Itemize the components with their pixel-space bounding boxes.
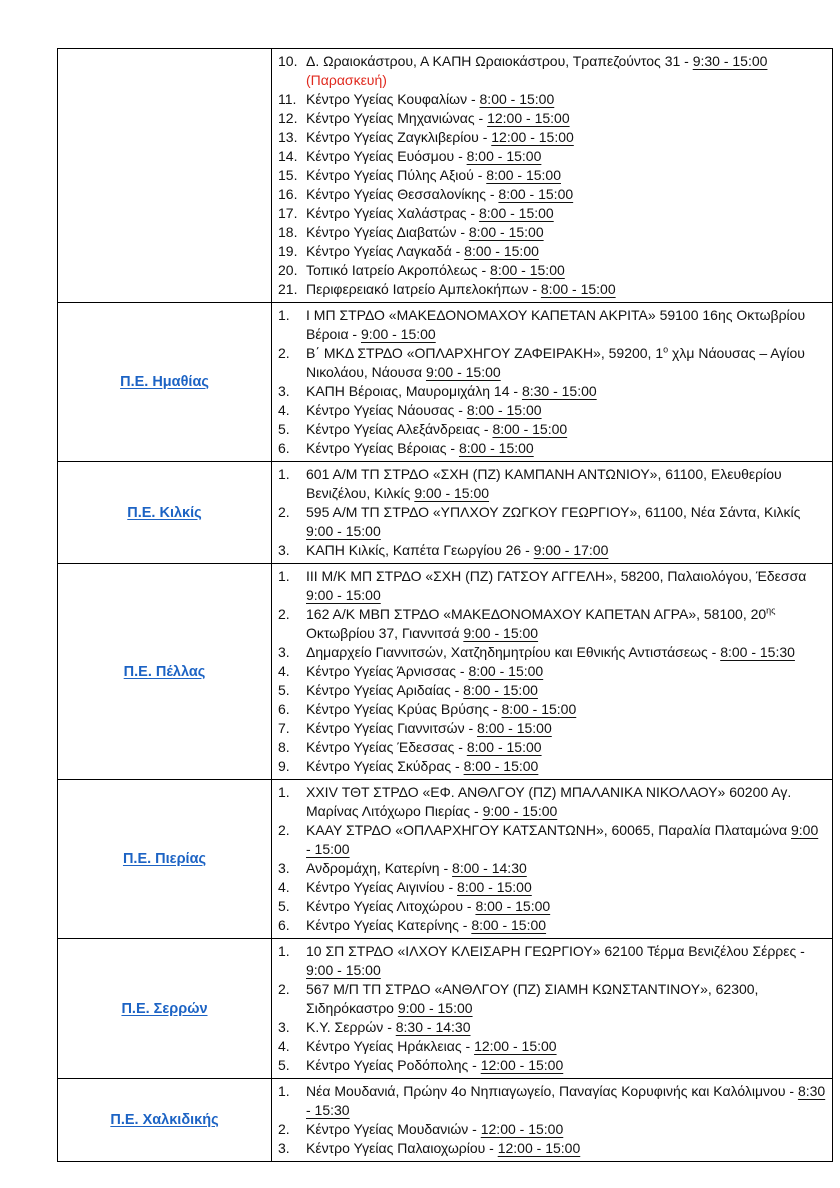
item-number: 1. <box>278 943 290 959</box>
location-list-cell <box>272 1079 833 1162</box>
list-item <box>276 204 826 223</box>
location-text: Κέντρο Υγείας Αλεξάνδρειας - <box>306 421 493 437</box>
list-item <box>276 605 826 643</box>
item-number: 3. <box>278 542 290 558</box>
item-number: 3. <box>278 1140 290 1156</box>
table-row <box>58 939 833 1079</box>
item-number: 2. <box>278 1121 290 1137</box>
item-text <box>306 878 826 897</box>
item-text <box>306 401 826 420</box>
location-text: Κέντρο Υγείας Πύλης Αξιού - <box>306 167 487 183</box>
location-list-cell <box>272 49 833 303</box>
item-text <box>306 280 826 299</box>
location-text: χλμ Νάουσας – Αγίου Νικολάου, Νάουσα <box>306 345 805 380</box>
table-row <box>58 49 833 303</box>
location-text: Κέντρο Υγείας Χαλάστρας - <box>306 205 479 221</box>
list-item <box>276 980 826 1018</box>
item-number: 9. <box>278 758 290 774</box>
location-text: 567 Μ/Π ΤΠ ΣΤΡΔΟ «ΑΝΘΛΓΟΥ (ΠΖ) ΣΙΑΜΗ ΚΩΝΣΤΑΝΤΙΝΟΥ», 62300, Σιδηρόκαστρο <box>306 981 759 1016</box>
location-text: Κέντρο Υγείας Άρνισσας - <box>306 663 469 679</box>
list-item <box>276 821 826 859</box>
item-text <box>306 1037 826 1056</box>
table-row <box>58 780 833 939</box>
region-link[interactable]: Π.Ε. Ημαθίας <box>120 374 209 390</box>
opening-hours: 9:00 - 15:00 <box>306 587 381 603</box>
item-number: 2. <box>278 606 290 622</box>
item-text <box>306 109 826 128</box>
item-text <box>306 859 826 878</box>
opening-hours: 9:00 - 15:00 <box>463 625 539 641</box>
list-item <box>276 166 826 185</box>
item-number: 4. <box>278 663 290 679</box>
location-text: Β΄ ΜΚΔ ΣΤΡΔΟ «ΟΠΛΑΡΧΗΓΟΥ ΖΑΦΕΙΡΑΚΗ», 59200, 1 <box>306 345 664 361</box>
list-item <box>276 109 826 128</box>
item-text <box>306 897 826 916</box>
item-number: 1. <box>278 1083 290 1099</box>
location-list-cell <box>272 303 833 462</box>
opening-hours: 8:00 - 15:00 <box>478 205 554 221</box>
list-item <box>276 382 826 401</box>
opening-hours: 8:00 - 15:00 <box>468 224 544 240</box>
location-text: ΙΙΙ Μ/Κ ΜΠ ΣΤΡΔΟ «ΣΧΗ (ΠΖ) ΓΑΤΣΟΥ ΑΓΓΕΛΗ», 58200, Παλαιολόγου, Έδεσσα <box>306 568 807 584</box>
region-label-cell <box>58 780 272 939</box>
opening-hours: 8:00 - 15:00 <box>477 720 552 736</box>
region-link[interactable]: Π.Ε. Χαλκιδικής <box>110 1112 219 1128</box>
item-number: 13. <box>278 129 298 145</box>
opening-hours: 9:00 - 15:00 <box>482 803 558 819</box>
item-number: 21. <box>278 281 298 297</box>
item-text <box>306 204 826 223</box>
opening-hours: 9:00 - 15:00 <box>397 1000 473 1016</box>
item-text <box>306 52 826 90</box>
item-number: 3. <box>278 1019 290 1035</box>
location-text: Κέντρο Υγείας Λαγκαδά - <box>306 243 465 259</box>
list-item <box>276 90 826 109</box>
opening-hours: 9:00 - 15:00 <box>306 822 819 857</box>
item-text <box>306 719 826 738</box>
opening-hours: 9:00 - 15:00 <box>306 962 381 978</box>
opening-hours: 8:00 - 15:00 <box>463 758 539 774</box>
list-item <box>276 242 826 261</box>
location-text: Κέντρο Υγείας Γιαννιτσών - <box>306 720 478 736</box>
list-item <box>276 897 826 916</box>
item-number: 5. <box>278 898 290 914</box>
item-text <box>306 223 826 242</box>
location-text: XXIV ΤΘΤ ΣΤΡΔΟ «ΕΦ. ΑΝΘΛΓΟΥ (ΠΖ) ΜΠΑΛΑΝΙΚΑ ΝΙΚΟΛΑΟΥ» 60200 Αγ. Μαρίνας Λιτόχωρο Πιερίας - <box>306 784 792 819</box>
document-table <box>57 48 833 1162</box>
location-text: Οκτωβρίου 37, Γιαννιτσά <box>306 625 464 641</box>
list-item <box>276 783 826 821</box>
location-text: 595 Α/Μ ΤΠ ΣΤΡΔΟ «ΥΠΛΧΟΥ ΖΩΓΚΟΥ ΓΕΩΡΓΙΟΥ», 61100, Νέα Σάντα, Κιλκίς <box>306 504 801 520</box>
item-number: 5. <box>278 682 290 698</box>
item-number: 16. <box>278 186 298 202</box>
location-text: Ι ΜΠ ΣΤΡΔΟ «ΜΑΚΕΔΟΝΟΜΑΧΟΥ ΚΑΠΕΤΑΝ ΑΚΡΙΤΑ» 59100 16ης Οκτωβρίου Βέροια - <box>306 307 806 342</box>
region-link[interactable]: Π.Ε. Σερρών <box>121 1000 208 1017</box>
location-text: ης <box>766 605 776 616</box>
opening-hours: 8:00 - 15:00 <box>464 243 539 259</box>
item-number: 7. <box>278 720 290 736</box>
list-item <box>276 185 826 204</box>
item-text <box>306 783 826 821</box>
item-number: 8. <box>278 739 290 755</box>
opening-hours: 8:30 - 15:30 <box>306 1083 826 1118</box>
item-text <box>306 757 826 776</box>
item-number: 5. <box>278 421 290 437</box>
opening-hours: 8:00 - 15:00 <box>466 402 542 418</box>
table-row <box>58 1079 833 1162</box>
list-item <box>276 643 826 662</box>
location-text: 10 ΣΠ ΣΤΡΔΟ «ΙΛΧΟΥ ΚΛΕΙΣΑΡΗ ΓΕΩΡΓΙΟΥ» 62100 Τέρμα Βενιζέλου Σέρρες - <box>306 943 805 959</box>
item-number: 19. <box>278 243 298 259</box>
location-text: Κέντρο Υγείας Βέροιας - <box>306 440 459 456</box>
location-text: ΚΑΠΗ Κιλκίς, Καπέτα Γεωργίου 26 - <box>306 542 534 558</box>
item-number: 6. <box>278 701 290 717</box>
list-item <box>276 1018 826 1037</box>
opening-hours: 12:00 - 15:00 <box>480 1057 564 1073</box>
list-item <box>276 662 826 681</box>
location-text: Κέντρο Υγείας Ροδόπολης - <box>306 1057 481 1073</box>
opening-hours: 8:00 - 15:00 <box>466 739 542 755</box>
opening-hours: 8:00 - 15:00 <box>468 663 544 679</box>
list-item <box>276 942 826 980</box>
item-number: 2. <box>278 981 290 997</box>
list-item <box>276 465 826 503</box>
opening-hours: 8:00 - 15:00 <box>479 91 555 107</box>
item-text <box>306 465 826 503</box>
opening-hours: 12:00 - 15:00 <box>497 1140 581 1156</box>
opening-hours: 9:00 - 15:00 <box>414 485 490 501</box>
item-number: 2. <box>278 504 290 520</box>
item-number: 6. <box>278 440 290 456</box>
list-item <box>276 223 826 242</box>
list-item <box>276 344 826 382</box>
list-item <box>276 719 826 738</box>
list-item <box>276 567 826 605</box>
item-text <box>306 643 826 662</box>
item-text <box>306 344 826 382</box>
opening-hours: 8:00 - 14:30 <box>452 860 527 876</box>
table-row <box>58 564 833 780</box>
opening-hours: 8:00 - 15:00 <box>501 701 577 717</box>
item-number: 15. <box>278 167 298 183</box>
list-item <box>276 439 826 458</box>
location-text: Κέντρο Υγείας Ηράκλειας - <box>306 1038 475 1054</box>
item-text <box>306 128 826 147</box>
item-text <box>306 1139 826 1158</box>
item-number: 1. <box>278 307 290 323</box>
opening-hours: 12:00 - 15:00 <box>480 1121 564 1137</box>
opening-hours: 9:00 - 17:00 <box>533 542 609 558</box>
location-text: Νέα Μουδανιά, Πρώην 4ο Νηπιαγωγείο, Παναγίας Κορυφινής και Καλόλιμνου - <box>306 1083 798 1099</box>
list-item <box>276 503 826 541</box>
item-number: 18. <box>278 224 298 240</box>
item-text <box>306 90 826 109</box>
opening-hours: 8:00 - 15:30 <box>720 644 795 660</box>
location-text: Κέντρο Υγείας Κρύας Βρύσης - <box>306 701 502 717</box>
list-item <box>276 859 826 878</box>
list-item <box>276 757 826 776</box>
item-number: 4. <box>278 1038 290 1054</box>
opening-hours: 8:30 - 15:00 <box>521 383 597 399</box>
opening-hours: 8:00 - 15:00 <box>457 879 532 895</box>
location-text: Δ. Ωραιοκάστρου, Α ΚΑΠΗ Ωραιοκάστρου, Τραπεζούντος 31 - <box>306 53 693 69</box>
opening-hours: 9:00 - 15:00 <box>360 326 436 342</box>
opening-hours: 8:00 - 15:00 <box>458 440 534 456</box>
item-text <box>306 1018 826 1037</box>
item-number: 5. <box>278 1057 290 1073</box>
opening-hours: 9:00 - 15:00 <box>306 523 381 539</box>
location-text: ΚΑΠΗ Βέροιας, Μαυρομιχάλη 14 - <box>306 383 522 399</box>
item-number: 20. <box>278 262 298 278</box>
list-item <box>276 1120 826 1139</box>
location-text: Κέντρο Υγείας Ζαγκλιβερίου - <box>306 129 492 145</box>
item-text <box>306 916 826 935</box>
opening-hours: 12:00 - 15:00 <box>474 1038 557 1054</box>
opening-hours: 8:00 - 15:00 <box>540 281 616 297</box>
list-item <box>276 52 826 90</box>
friday-note: (Παρασκευή) <box>306 72 387 88</box>
opening-hours: 9:30 - 15:00 <box>692 53 768 69</box>
region-link[interactable]: Π.Ε. Πιερίας <box>122 851 207 867</box>
region-label-cell <box>58 49 272 303</box>
item-text <box>306 1120 826 1139</box>
location-text: Κέντρο Υγείας Μηχανιώνας - <box>306 110 488 126</box>
item-text <box>306 738 826 757</box>
opening-hours: 9:00 - 15:00 <box>425 364 501 380</box>
location-text: Ανδρομάχη, Κατερίνη - <box>306 860 453 876</box>
item-text <box>306 242 826 261</box>
item-text <box>306 1056 826 1075</box>
location-text: Κέντρο Υγείας Κουφαλίων - <box>306 91 480 107</box>
table-row <box>58 303 833 462</box>
item-number: 17. <box>278 205 298 221</box>
item-text <box>306 185 826 204</box>
item-text <box>306 439 826 458</box>
location-text: Τοπικό Ιατρείο Ακροπόλεως - <box>306 262 491 278</box>
item-number: 1. <box>278 466 290 482</box>
item-number: 4. <box>278 879 290 895</box>
item-number: 3. <box>278 860 290 876</box>
region-label-cell <box>58 462 272 564</box>
location-text: Κέντρο Υγείας Αριδαίας - <box>306 682 464 698</box>
item-text <box>306 942 826 980</box>
item-number: 3. <box>278 383 290 399</box>
opening-hours: 12:00 - 15:00 <box>491 129 574 145</box>
item-text <box>306 382 826 401</box>
location-text: Κέντρο Υγείας Μουδανιών - <box>306 1121 481 1137</box>
list-item <box>276 700 826 719</box>
list-item <box>276 261 826 280</box>
region-link[interactable]: Π.Ε. Πέλλας <box>123 663 206 680</box>
item-text <box>306 821 826 859</box>
list-item <box>276 128 826 147</box>
location-list-cell <box>272 780 833 939</box>
opening-hours: 8:00 - 15:00 <box>486 167 561 183</box>
location-text: Κέντρο Υγείας Διαβατών - <box>306 224 469 240</box>
item-text <box>306 147 826 166</box>
item-number: 1. <box>278 784 290 800</box>
item-number: 12. <box>278 110 298 126</box>
list-item <box>276 280 826 299</box>
opening-hours: 8:30 - 14:30 <box>395 1019 471 1035</box>
region-label-cell <box>58 564 272 780</box>
location-text: Περιφερειακό Ιατρείο Αμπελοκήπων - <box>306 281 541 297</box>
location-list-cell <box>272 939 833 1079</box>
opening-hours: 8:00 - 15:00 <box>490 262 565 278</box>
region-link[interactable]: Π.Ε. Κιλκίς <box>127 504 202 521</box>
item-number: 2. <box>278 345 290 361</box>
region-label-cell <box>58 1079 272 1162</box>
list-item <box>276 420 826 439</box>
item-text <box>306 306 826 344</box>
opening-hours: 8:00 - 15:00 <box>475 898 551 914</box>
location-text: Κέντρο Υγείας Αιγινίου - <box>306 879 458 895</box>
location-text: Δημαρχείο Γιαννιτσών, Χατζηδημητρίου και Εθνικής Αντιστάσεως - <box>306 644 721 660</box>
item-number: 14. <box>278 148 298 164</box>
list-item <box>276 1082 826 1120</box>
location-text: Κέντρο Υγείας Ευόσμου - <box>306 148 467 164</box>
location-text: Κέντρο Υγείας Παλαιοχωρίου - <box>306 1140 498 1156</box>
item-number: 2. <box>278 822 290 838</box>
document-table-body <box>58 49 833 1162</box>
opening-hours: 8:00 - 15:00 <box>471 917 547 933</box>
region-label-cell <box>58 939 272 1079</box>
item-text <box>306 541 826 560</box>
opening-hours: 8:00 - 15:00 <box>498 186 574 202</box>
location-text: 162 Α/Κ ΜΒΠ ΣΤΡΔΟ «ΜΑΚΕΔΟΝΟΜΑΧΟΥ ΚΑΠΕΤΑΝ ΑΓΡΑ», 58100, 20 <box>306 606 767 622</box>
list-item <box>276 147 826 166</box>
location-text: Κέντρο Υγείας Κατερίνης - <box>306 917 472 933</box>
list-item <box>276 916 826 935</box>
list-item <box>276 1037 826 1056</box>
item-number: 11. <box>278 91 297 107</box>
item-number: 1. <box>278 568 290 584</box>
item-text <box>306 166 826 185</box>
item-text <box>306 700 826 719</box>
item-text <box>306 681 826 700</box>
location-text: Κέντρο Υγείας Νάουσας - <box>306 402 467 418</box>
item-text <box>306 1082 826 1120</box>
location-list-cell <box>272 462 833 564</box>
item-text <box>306 980 826 1018</box>
location-text: ο <box>663 344 669 355</box>
item-text <box>306 662 826 681</box>
location-list-cell <box>272 564 833 780</box>
table-row <box>58 462 833 564</box>
list-item <box>276 541 826 560</box>
location-text: Κέντρο Υγείας Έδεσσας - <box>306 739 467 755</box>
item-text <box>306 420 826 439</box>
opening-hours: 8:00 - 15:00 <box>463 682 538 698</box>
item-number: 6. <box>278 917 290 933</box>
location-text: Κ.Υ. Σερρών - <box>306 1019 396 1035</box>
region-label-cell <box>58 303 272 462</box>
opening-hours: 8:00 - 15:00 <box>492 421 568 437</box>
opening-hours: 12:00 - 15:00 <box>487 110 570 126</box>
item-number: 3. <box>278 644 290 660</box>
location-text: Κέντρο Υγείας Σκύδρας - <box>306 758 464 774</box>
item-text <box>306 567 826 605</box>
location-text: ΚΑΑΥ ΣΤΡΔΟ «ΟΠΛΑΡΧΗΓΟΥ ΚΑΤΣΑΝΤΩΝΗ», 60065, Παραλία Πλαταμώνα <box>306 822 791 838</box>
list-item <box>276 1139 826 1158</box>
item-text <box>306 261 826 280</box>
item-number: 10. <box>278 53 298 69</box>
item-text <box>306 503 826 541</box>
opening-hours: 8:00 - 15:00 <box>466 148 542 164</box>
list-item <box>276 401 826 420</box>
item-text <box>306 605 826 643</box>
list-item <box>276 681 826 700</box>
list-item <box>276 1056 826 1075</box>
item-number: 4. <box>278 402 290 418</box>
list-item <box>276 878 826 897</box>
list-item <box>276 738 826 757</box>
list-item <box>276 306 826 344</box>
location-text: 601 Α/Μ ΤΠ ΣΤΡΔΟ «ΣΧΗ (ΠΖ) ΚΑΜΠΑΝΗ ΑΝΤΩΝΙΟΥ», 61100, Ελευθερίου Βενιζέλου, Κιλκίς <box>306 466 782 501</box>
location-text: Κέντρο Υγείας Θεσσαλονίκης - <box>306 186 499 202</box>
location-text: Κέντρο Υγείας Λιτοχώρου - <box>306 898 476 914</box>
